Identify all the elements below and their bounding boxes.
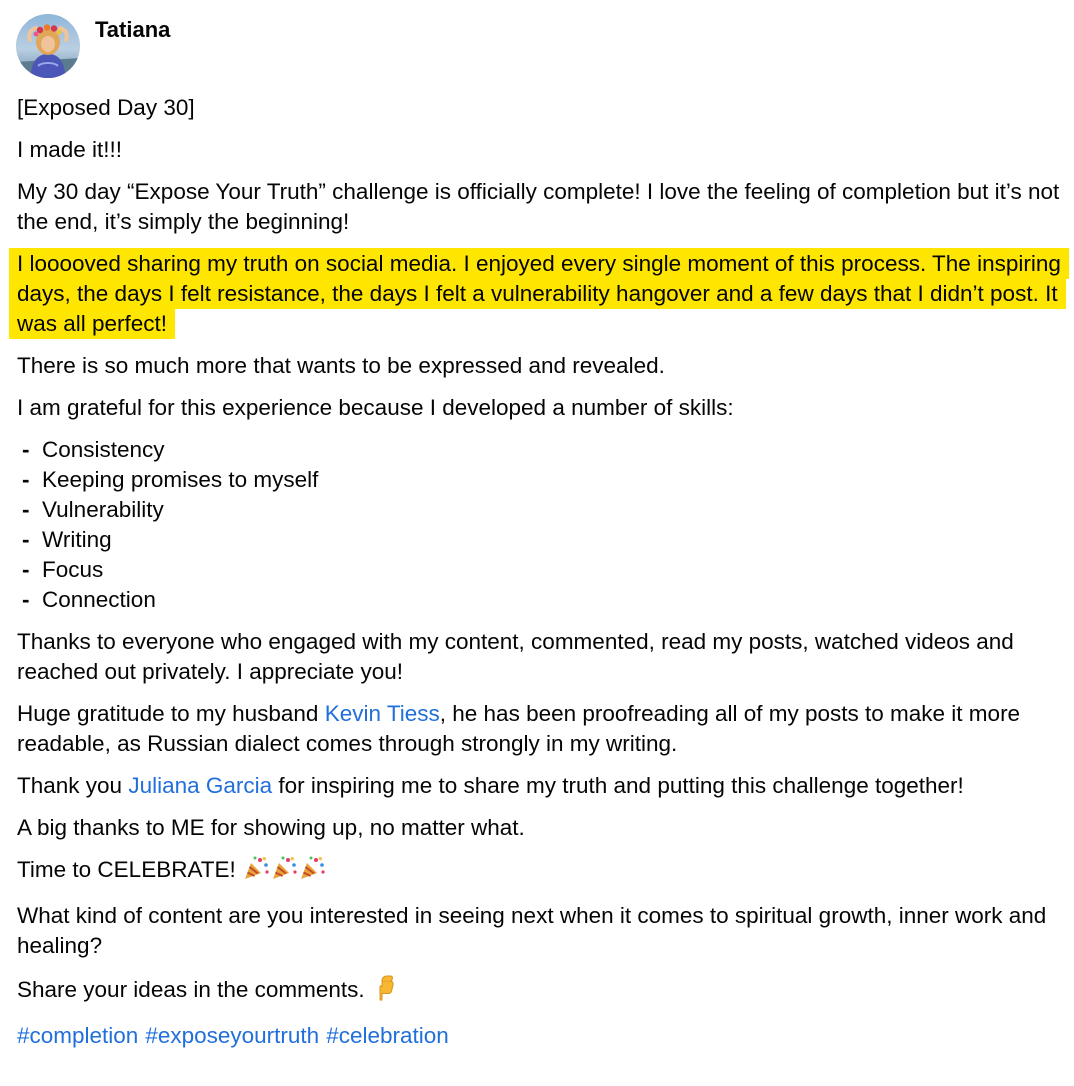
- skill-label: Vulnerability: [42, 497, 164, 522]
- avatar-photo: [16, 14, 80, 78]
- skill-label: Consistency: [42, 437, 165, 462]
- list-dash: -: [22, 497, 30, 522]
- completion-paragraph: My 30 day “Expose Your Truth” challenge is officially complete! I love the feeling of completion but it’s not the end, it’s simply the beginning!: [17, 179, 1060, 234]
- list-dash: -: [22, 467, 30, 492]
- skill-label: Connection: [42, 587, 156, 612]
- mention-juliana-garcia[interactable]: Juliana Garcia: [128, 773, 273, 798]
- thanks-paragraph: Thanks to everyone who engaged with my content, commented, read my posts, watched videos and reached out privately. I appreciate you!: [17, 629, 1014, 684]
- skill-label: Keeping promises to myself: [42, 467, 319, 492]
- party-popper-icon: [270, 855, 298, 889]
- hashtag-exposeyourtruth[interactable]: #exposeyourtruth: [145, 1023, 320, 1048]
- list-dash: -: [22, 437, 30, 462]
- husband-text-after: , he has been proofreading all of my posts to make it more readable, as Russian dialect comes through strongly in my writing.: [17, 701, 1021, 756]
- juliana-text-after: for inspiring me to share my truth and putting this challenge together!: [272, 773, 964, 798]
- share-text: Share your ideas in the comments.: [17, 977, 365, 1002]
- avatar[interactable]: [16, 14, 80, 78]
- skill-label: Writing: [42, 527, 112, 552]
- party-popper-icon: [298, 855, 326, 889]
- highlighted-paragraph: I looooved sharing my truth on social media. I enjoyed every single moment of this process. The inspiring days, the days I felt resistance, the days I felt a vulnerability hangover and a few days that I didn’t post. It was all perfect!: [9, 248, 1069, 339]
- pointing-down-hand-icon: [371, 973, 397, 1009]
- juliana-paragraph: [17, 771, 1062, 801]
- list-item: [17, 525, 1062, 555]
- list-item: [17, 435, 1062, 465]
- celebrate-text: Time to CELEBRATE!: [17, 857, 236, 882]
- post-header: [16, 14, 170, 78]
- list-item: [17, 465, 1062, 495]
- more-paragraph: There is so much more that wants to be expressed and revealed.: [17, 353, 665, 378]
- me-paragraph: A big thanks to ME for showing up, no matter what.: [17, 815, 525, 840]
- list-item: [17, 555, 1062, 585]
- skill-label: Focus: [42, 557, 104, 582]
- author-name[interactable]: Tatiana: [95, 17, 171, 42]
- hashtag-celebration[interactable]: #celebration: [326, 1023, 449, 1048]
- list-item: [17, 495, 1062, 525]
- share-paragraph: [17, 973, 1062, 1009]
- skills-list: [17, 435, 1062, 615]
- husband-text-before: Huge gratitude to my husband: [17, 701, 325, 726]
- highlighted-paragraph-wrap: [17, 249, 1062, 339]
- hashtag-completion[interactable]: #completion: [17, 1023, 139, 1048]
- celebrate-paragraph: [17, 855, 1062, 889]
- juliana-text-before: Thank you: [17, 773, 129, 798]
- list-dash: -: [22, 587, 30, 612]
- hashtags: [17, 1021, 1062, 1051]
- post-body: [17, 93, 1062, 1063]
- list-dash: -: [22, 557, 30, 582]
- list-dash: -: [22, 527, 30, 552]
- question-paragraph: What kind of content are you interested in seeing next when it comes to spiritual growth, inner work and healing?: [17, 903, 1047, 958]
- intro-paragraph: I made it!!!: [17, 137, 123, 162]
- husband-paragraph: [17, 699, 1062, 759]
- post-title-line: [Exposed Day 30]: [17, 95, 195, 120]
- party-popper-icon: [242, 855, 270, 889]
- list-item: [17, 585, 1062, 615]
- grateful-paragraph: I am grateful for this experience because I developed a number of skills:: [17, 395, 734, 420]
- mention-kevin-tiess[interactable]: Kevin Tiess: [324, 701, 440, 726]
